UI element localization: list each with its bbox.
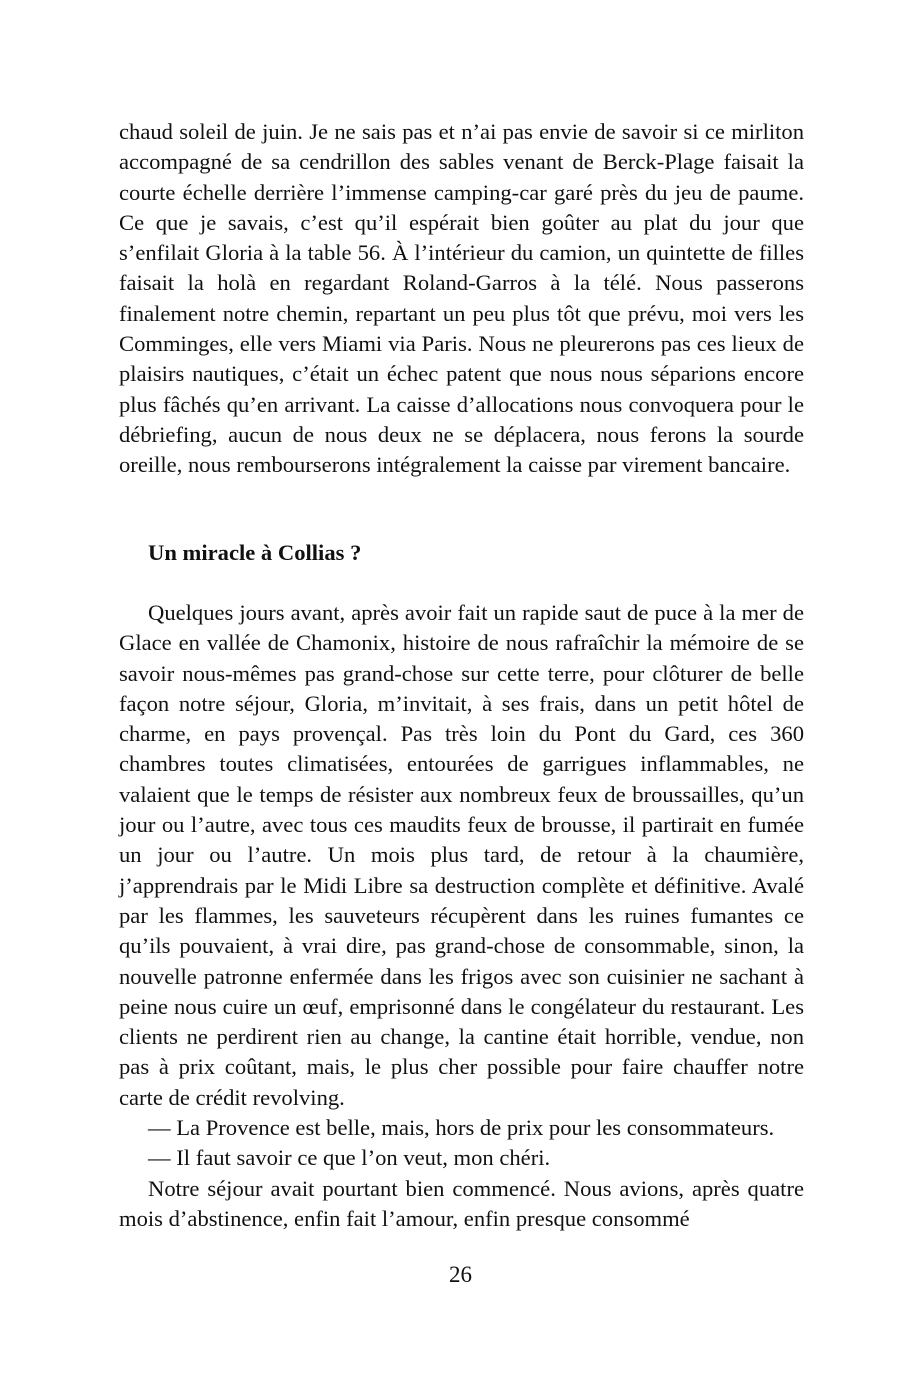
dialogue-line-2: — Il faut savoir ce que l’on veut, mon chéri. bbox=[148, 1145, 551, 1171]
opening-text-block bbox=[119, 117, 804, 481]
opening-paragraph: chaud soleil de juin. Je ne sais pas et n’ai pas envie de savoir si ce mirliton accompagné de sa cendrillon des sables venant de Berck-Plage faisait la courte échelle derrière l’immense camping-car garé près du jeu de paume. Ce que je savais, c’est qu’il espérait bien goûter au plat du jour que s’enfilait Gloria à la table 56. À l’intérieur du camion, un quintette de filles faisait la holà en regardant Roland-Garros à la télé. Nous passerons finalement notre chemin, repartant un peu plus tôt que prévu, moi vers les Comminges, elle vers Miami via Paris. Nous ne pleurerons pas ces lieux de plaisirs nautiques, c’était un échec patent que nous nous séparions encore plus fâchés qu’en arrivant. La caisse d’allocations nous convoquera pour le débriefing, aucun de nous deux ne se déplacera, nous ferons la sourde oreille, nous rembourserons intégralement la caisse par virement bancaire. bbox=[119, 119, 804, 478]
section-heading: Un miracle à Collias ? bbox=[148, 540, 362, 565]
dialogue-line-1: — La Provence est belle, mais, hors de prix pour les consommateurs. bbox=[148, 1115, 775, 1141]
page-number: 26 bbox=[449, 1262, 472, 1287]
section-text-block bbox=[119, 598, 804, 1234]
closing-paragraph: Notre séjour avait pourtant bien commencé. Nous avions, après quatre mois d’abstinence, enfin fait l’amour, enfin presque consommé bbox=[119, 1175, 804, 1231]
section-paragraph: Quelques jours avant, après avoir fait un rapide saut de puce à la mer de Glace en vallée de Chamonix, histoire de nous rafraîchir la mémoire de se savoir nous-mêmes pas grand-chose sur cette terre, pour clôturer de belle façon notre séjour, Gloria, m’invitait, à ses frais, dans un petit hôtel de charme, en pays provençal. Pas très loin du Pont du Gard, ces 360 chambres toutes climatisées, entourées de garrigues inflammables, ne valaient que le temps de résister aux nombreux feux de broussailles, qu’un jour ou l’autre, avec tous ces maudits feux de brousse, il partirait en fumée un jour ou l’autre. Un mois plus tard, de retour à la chaumière, j’apprendrais par le Midi Libre sa destruction complète et définitive. Avalé par les flammes, les sauveteurs récupèrent dans les ruines fumantes ce qu’ils pouvaient, à vrai dire, pas grand-chose de consommable, sinon, la nouvelle patronne enfermée dans les frigos avec son cuisinier ne sachant à peine nous cuire un œuf, emprisonné dans le congélateur du restaurant. Les clients ne perdirent rien au change, la cantine était horrible, vendue, non pas à prix coûtant, mais, le plus cher possible pour faire chauffer notre carte de crédit revolving. bbox=[119, 600, 804, 1110]
